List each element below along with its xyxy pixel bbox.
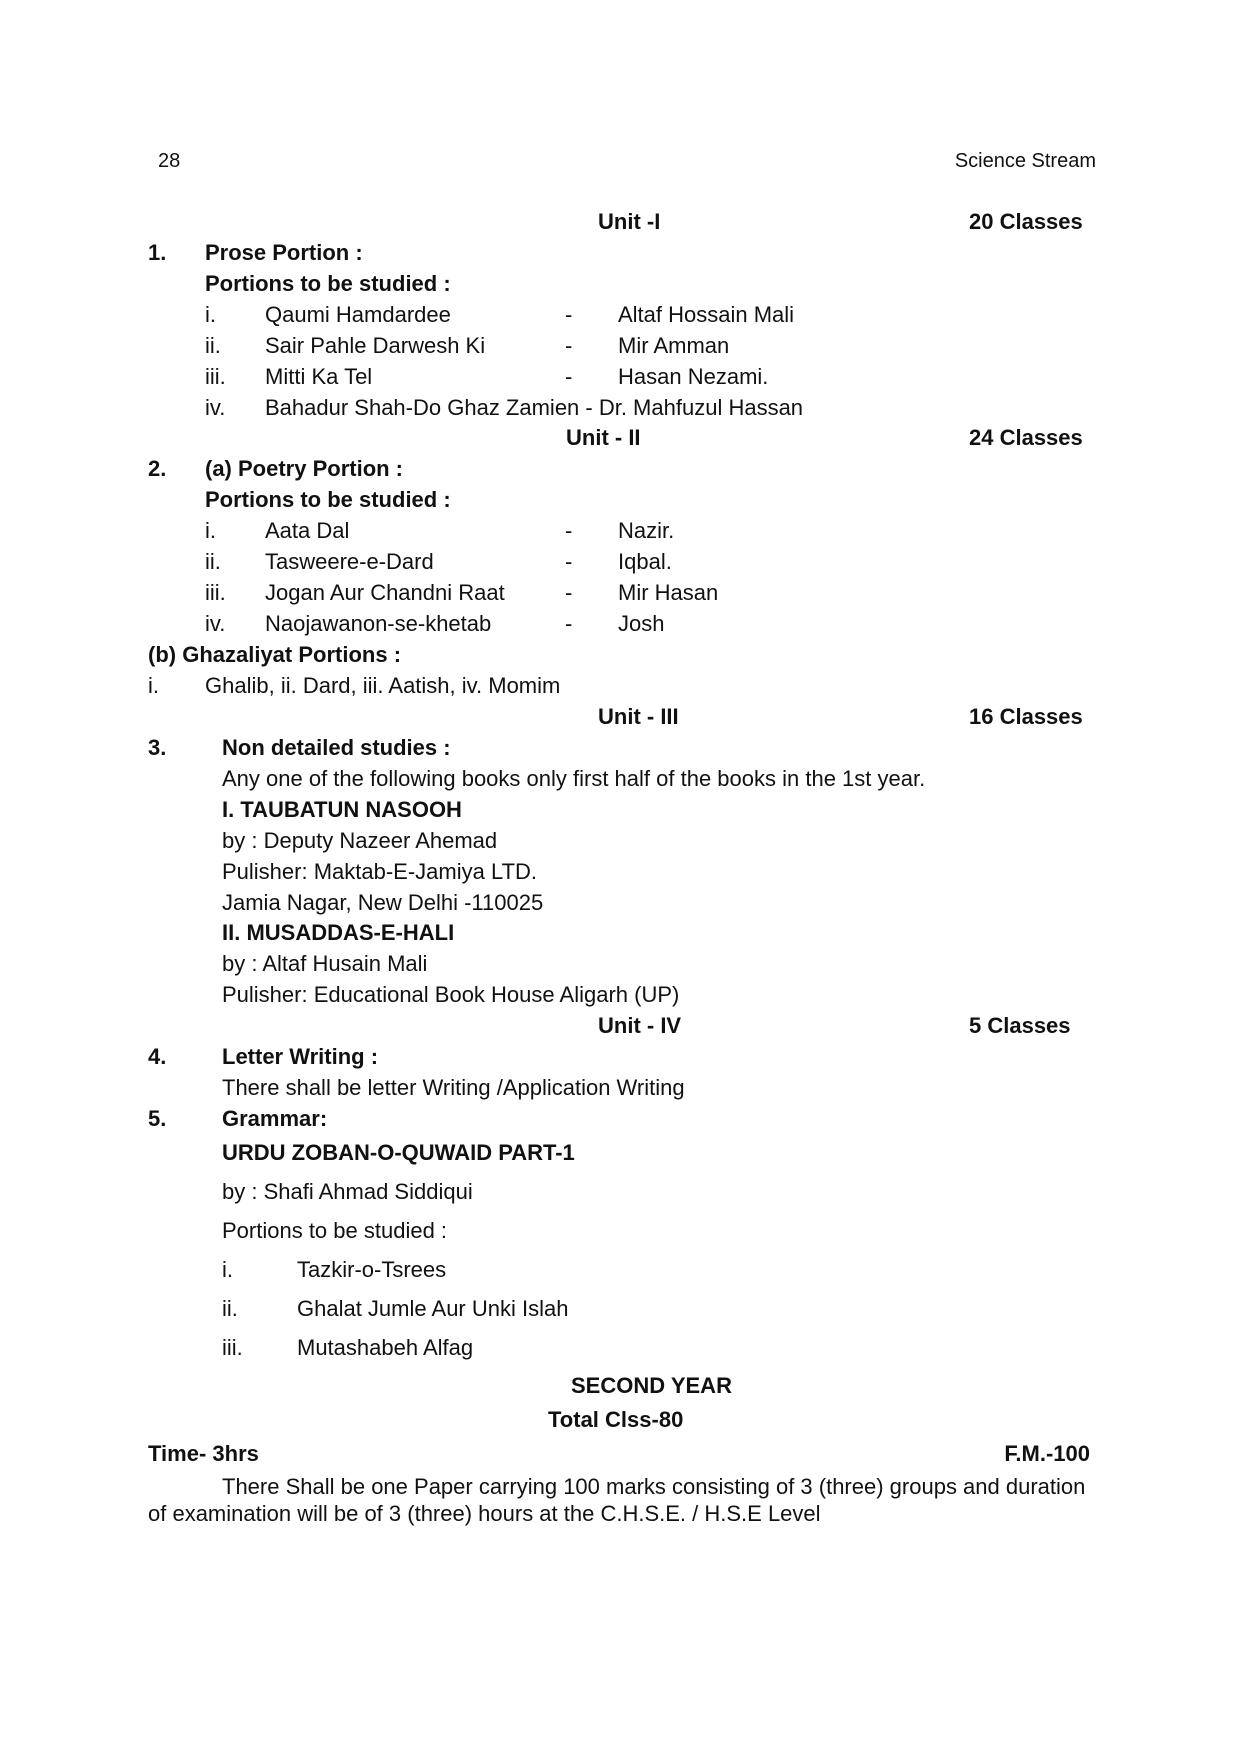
- item-number: i.: [205, 518, 216, 543]
- unit-1-title: Unit -I: [598, 209, 661, 234]
- item-author: Altaf Hossain Mali: [618, 302, 795, 327]
- grammar-book-author: by : Shafi Ahmad Siddiqui: [222, 1179, 473, 1204]
- item-number: i.: [205, 302, 216, 327]
- item-number: iv.: [205, 611, 226, 636]
- grammar-subheading: Portions to be studied :: [222, 1218, 448, 1243]
- item-number: ii.: [205, 333, 221, 358]
- item-dash: -: [565, 580, 573, 605]
- book-author: by : Altaf Husain Mali: [222, 951, 428, 976]
- item-number: iv.: [205, 395, 226, 420]
- item-title: Bahadur Shah-Do Ghaz Zamien - Dr. Mahfuzul Hassan: [265, 395, 804, 420]
- unit-1-classes: 20 Classes: [969, 209, 1083, 234]
- item-author: Iqbal.: [618, 549, 672, 574]
- book-publisher: Pulisher: Maktab-E-Jamiya LTD.: [222, 859, 538, 884]
- item-author: Hasan Nezami.: [618, 364, 769, 389]
- unit-3-title: Unit - III: [598, 704, 679, 729]
- item-dash: -: [565, 549, 573, 574]
- total-classes: Total Clss-80: [548, 1407, 684, 1432]
- prose-heading: Prose Portion :: [205, 240, 363, 265]
- unit-4-title: Unit - IV: [598, 1013, 682, 1038]
- non-detailed-heading: Non detailed studies :: [222, 735, 451, 760]
- section-number: 1.: [148, 240, 167, 265]
- second-year-paragraph-line-2: of examination will be of 3 (three) hours at the C.H.S.E. / H.S.E Level: [148, 1501, 821, 1526]
- item-number: ii.: [222, 1296, 238, 1321]
- item-title: Aata Dal: [265, 518, 350, 543]
- poetry-subheading: Portions to be studied :: [205, 487, 451, 512]
- section-number: 3.: [148, 735, 167, 760]
- item-title: Tazkir-o-Tsrees: [297, 1257, 447, 1282]
- letter-writing-heading: Letter Writing :: [222, 1044, 379, 1069]
- item-author: Mir Hasan: [618, 580, 719, 605]
- letter-writing-text: There shall be letter Writing /Application Writing: [222, 1075, 685, 1100]
- unit-2-title: Unit - II: [566, 425, 641, 450]
- grammar-heading: Grammar:: [222, 1106, 328, 1131]
- item-dash: -: [565, 518, 573, 543]
- item-author: Mir Amman: [618, 333, 730, 358]
- item-dash: -: [565, 333, 573, 358]
- section-number: 2.: [148, 456, 167, 481]
- book-address: Jamia Nagar, New Delhi -110025: [222, 890, 544, 915]
- item-title: Sair Pahle Darwesh Ki: [265, 333, 486, 358]
- item-title: Qaumi Hamdardee: [265, 302, 451, 327]
- unit-3-classes: 16 Classes: [969, 704, 1083, 729]
- item-title: Jogan Aur Chandni Raat: [265, 580, 505, 605]
- book-publisher: Pulisher: Educational Book House Aligarh (UP): [222, 982, 680, 1007]
- item-title: Mutashabeh Alfag: [297, 1335, 474, 1360]
- book-title: II. MUSADDAS-E-HALI: [222, 920, 455, 945]
- item-dash: -: [565, 611, 573, 636]
- item-dash: -: [565, 302, 573, 327]
- item-number: iii.: [222, 1335, 243, 1360]
- item-number: iii.: [205, 364, 226, 389]
- section-number: 5.: [148, 1106, 167, 1131]
- item-title: Naojawanon-se-khetab: [265, 611, 492, 636]
- second-year-title: SECOND YEAR: [571, 1373, 732, 1398]
- item-title: Mitti Ka Tel: [265, 364, 373, 389]
- book-author: by : Deputy Nazeer Ahemad: [222, 828, 498, 853]
- item-dash: -: [565, 364, 573, 389]
- page-number: 28: [158, 150, 181, 172]
- ghazaliyat-heading: (b) Ghazaliyat Portions :: [148, 642, 402, 667]
- poetry-heading: (a) Poetry Portion :: [205, 456, 404, 481]
- item-title: Tasweere-e-Dard: [265, 549, 434, 574]
- section-number: 4.: [148, 1044, 167, 1069]
- unit-2-classes: 24 Classes: [969, 425, 1083, 450]
- time-label: Time- 3hrs: [148, 1441, 259, 1466]
- item-number: iii.: [205, 580, 226, 605]
- ghazaliyat-number: i.: [148, 673, 159, 698]
- item-number: i.: [222, 1257, 233, 1282]
- non-detailed-intro: Any one of the following books only first half of the books in the 1st year.: [222, 766, 926, 791]
- book-title: I. TAUBATUN NASOOH: [222, 797, 462, 822]
- unit-4-classes: 5 Classes: [969, 1013, 1071, 1038]
- prose-subheading: Portions to be studied :: [205, 271, 451, 296]
- second-year-paragraph-line-1: There Shall be one Paper carrying 100 marks consisting of 3 (three) groups and duration: [222, 1474, 1086, 1499]
- item-author: Josh: [618, 611, 665, 636]
- item-title: Ghalat Jumle Aur Unki Islah: [297, 1296, 569, 1321]
- full-marks-label: F.M.-100: [1004, 1441, 1090, 1466]
- ghazaliyat-text: Ghalib, ii. Dard, iii. Aatish, iv. Momim: [205, 673, 561, 698]
- item-number: ii.: [205, 549, 221, 574]
- grammar-book-title: URDU ZOBAN-O-QUWAID PART-1: [222, 1140, 575, 1165]
- item-author: Nazir.: [618, 518, 675, 543]
- stream-label: Science Stream: [954, 150, 1096, 172]
